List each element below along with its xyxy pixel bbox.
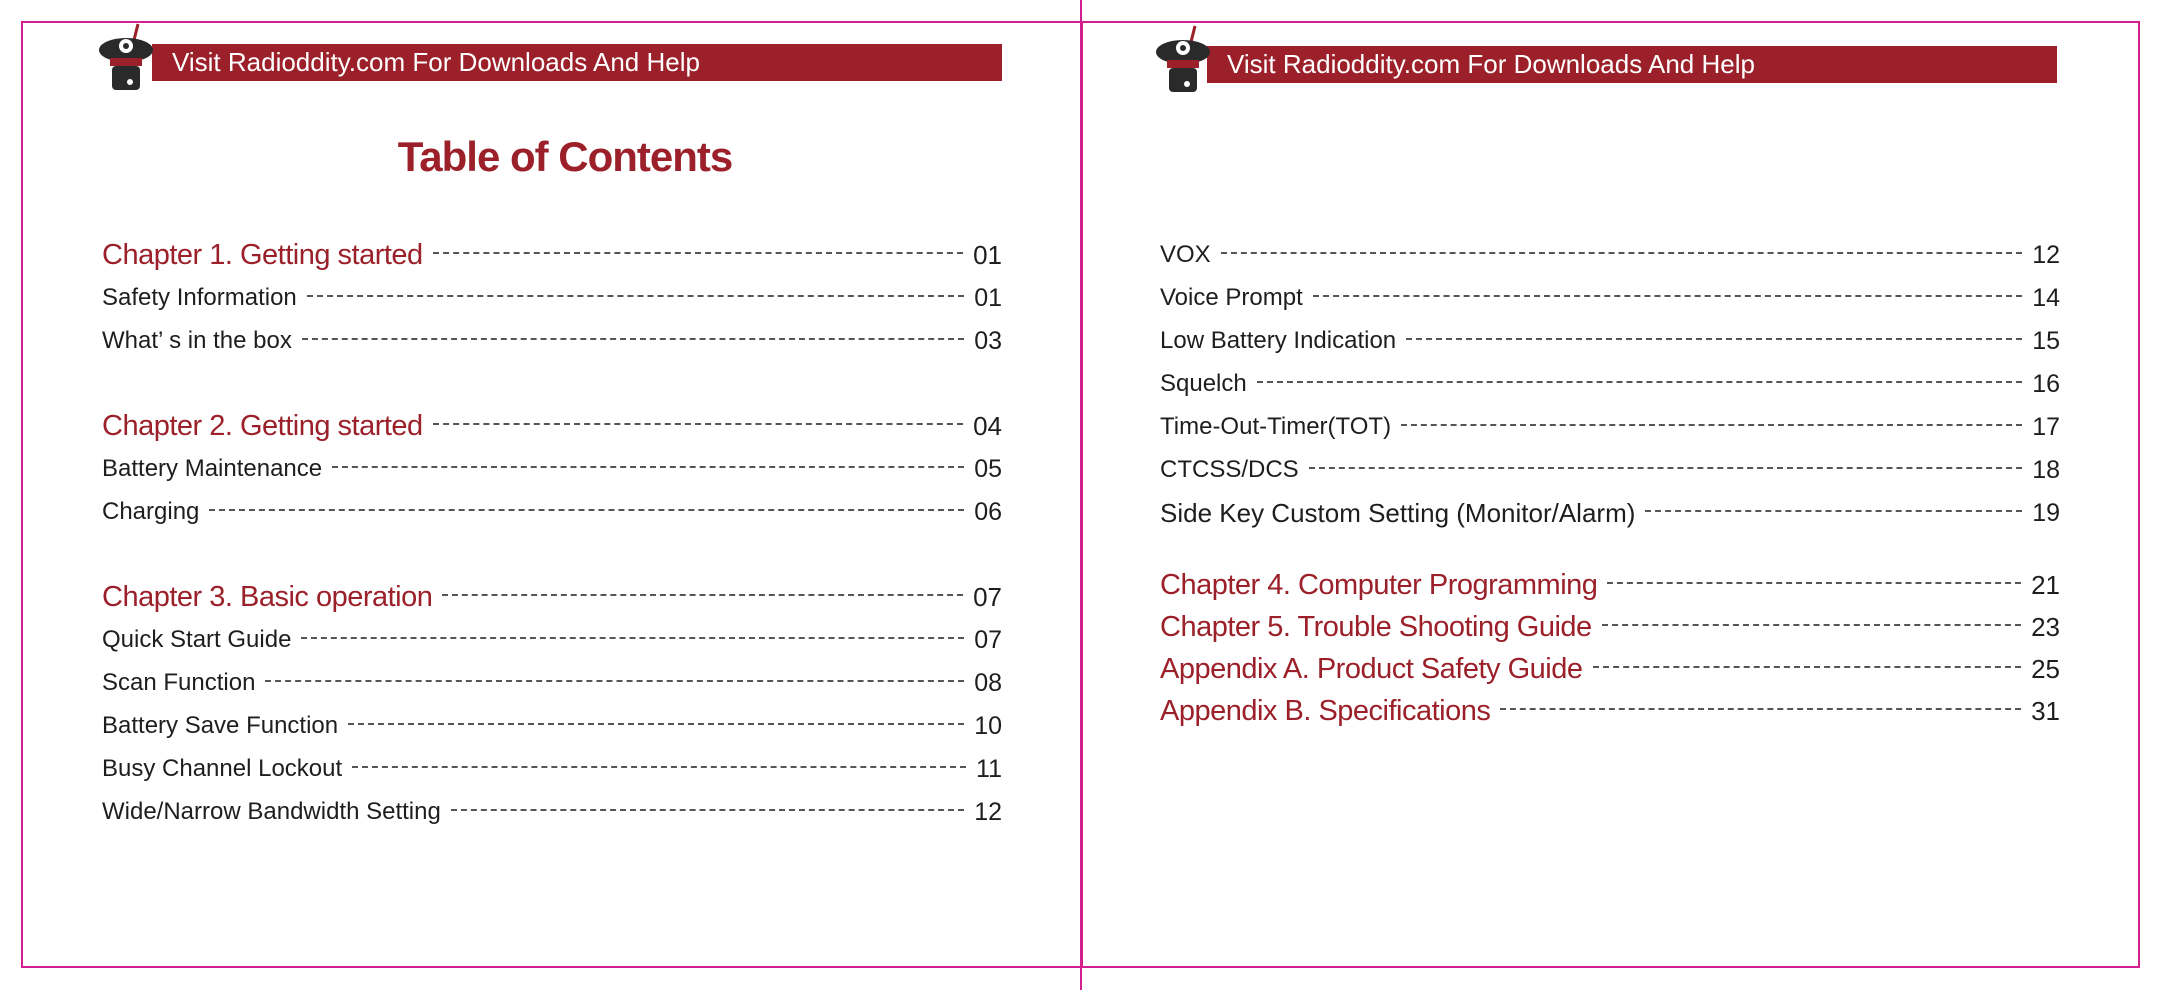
toc-entry-label: Chapter 4. Computer Programming [1160,568,1598,601]
toc-entry-chapter[interactable] [102,235,1002,275]
page-fold-line [1080,0,1082,990]
leader-dots [352,766,966,768]
leader-dots [433,252,963,254]
toc-entry[interactable] [102,449,1002,489]
radio-mascot-icon [1153,24,1215,96]
toc-entry[interactable] [102,749,1002,789]
toc-entry-label: Chapter 3. Basic operation [102,580,433,613]
leader-dots [307,295,964,297]
toc-page-number: 15 [2032,326,2060,355]
toc-page-number: 14 [2032,283,2060,312]
toc-entry-label: Chapter 1. Getting started [102,238,423,271]
toc-page-number: 03 [974,326,1002,355]
toc-page-number: 12 [974,797,1002,826]
toc-entry-chapter[interactable] [1160,607,2060,647]
leader-dots [209,509,964,511]
toc-entry-label: Scan Function [102,669,256,696]
toc-page-number: 25 [2031,653,2060,684]
toc-entry[interactable] [1160,450,2060,490]
leader-dots [1406,338,2022,340]
leader-dots [451,809,964,811]
toc-entry-chapter[interactable] [1160,649,2060,689]
toc-page-number: 04 [973,410,1002,441]
toc-page-number: 01 [973,239,1002,270]
leader-dots [301,637,964,639]
leader-dots [1607,582,2021,584]
toc-page-number: 05 [974,454,1002,483]
leader-dots [302,338,964,340]
toc-entry[interactable] [102,663,1002,703]
toc-entry-chapter[interactable] [102,577,1002,617]
toc-entry-label: Appendix A. Product Safety Guide [1160,652,1583,685]
toc-page-number: 17 [2032,412,2060,441]
toc-entry[interactable] [1160,321,2060,361]
leader-dots [1221,252,2023,254]
header-banner-right [1207,46,2057,86]
toc-page-number: 10 [974,711,1002,740]
toc-entry[interactable] [102,792,1002,832]
toc-entry[interactable] [102,620,1002,660]
toc-entry-chapter[interactable] [102,406,1002,446]
toc-page-number: 23 [2031,611,2060,642]
toc-entry-label: Low Battery Indication [1160,327,1397,354]
leader-dots [1401,424,2022,426]
leader-dots [265,680,964,682]
toc-entry-label: Chapter 2. Getting started [102,409,423,442]
toc-entry-label: Busy Channel Lockout [102,755,343,782]
leader-dots [433,423,963,425]
toc-entry-chapter[interactable] [1160,691,2060,731]
leader-dots [1309,467,2023,469]
toc-page-number: 07 [974,625,1002,654]
toc-entry-label: CTCSS/DCS [1160,456,1299,483]
leader-dots [1645,510,2022,512]
toc-page-number: 08 [974,668,1002,697]
toc-entry-label: Side Key Custom Setting (Monitor/Alarm) [1160,497,1636,528]
toc-entry[interactable] [102,706,1002,746]
leader-dots [442,594,963,596]
toc-entry-label: Voice Prompt [1160,284,1303,311]
toc-entry-label: Safety Information [102,284,297,311]
toc-entry-label: What’ s in the box [102,327,292,354]
toc-entry-label: Chapter 5. Trouble Shooting Guide [1160,610,1592,643]
toc-entry-label: Wide/Narrow Bandwidth Setting [102,798,441,825]
toc-entry[interactable] [102,492,1002,532]
header-banner-text: Visit Radioddity.com For Downloads And Help [152,44,1002,81]
toc-page-number: 12 [2032,240,2060,269]
leader-dots [332,466,964,468]
toc-page-number: 16 [2032,369,2060,398]
radio-mascot-icon [96,22,158,94]
toc-entry-label: Appendix B. Specifications [1160,694,1491,727]
toc-entry[interactable] [102,278,1002,318]
toc-page-number: 11 [976,754,1002,783]
toc-page-number: 21 [2031,569,2060,600]
leader-dots [348,723,964,725]
toc-entry[interactable] [1160,235,2060,275]
toc-page-number: 01 [974,283,1002,312]
toc-entry-label: VOX [1160,241,1211,268]
header-banner-left [152,44,1002,84]
page-title: Table of Contents [397,133,733,180]
toc-entry-chapter[interactable] [1160,565,2060,605]
leader-dots [1593,666,2022,668]
leader-dots [1257,381,2022,383]
toc-page-number: 19 [2032,498,2060,527]
toc-entry-label: Battery Maintenance [102,455,323,482]
toc-entry-label: Squelch [1160,370,1247,397]
toc-entry-label: Time-Out-Timer(TOT) [1160,413,1392,440]
toc-page-number: 31 [2031,695,2060,726]
leader-dots [1313,295,2022,297]
toc-entry[interactable] [1160,493,2060,533]
toc-entry[interactable] [1160,364,2060,404]
leader-dots [1500,708,2021,710]
toc-page-number: 18 [2032,455,2060,484]
header-banner-text: Visit Radioddity.com For Downloads And Help [1207,46,2057,83]
toc-entry-label: Quick Start Guide [102,626,292,653]
toc-entry[interactable] [1160,278,2060,318]
toc-page-number: 06 [974,497,1002,526]
toc-entry-label: Battery Save Function [102,712,339,739]
toc-page-number: 07 [973,581,1002,612]
toc-entry-label: Charging [102,498,200,525]
toc-entry[interactable] [1160,407,2060,447]
leader-dots [1602,624,2021,626]
toc-entry[interactable] [102,321,1002,361]
